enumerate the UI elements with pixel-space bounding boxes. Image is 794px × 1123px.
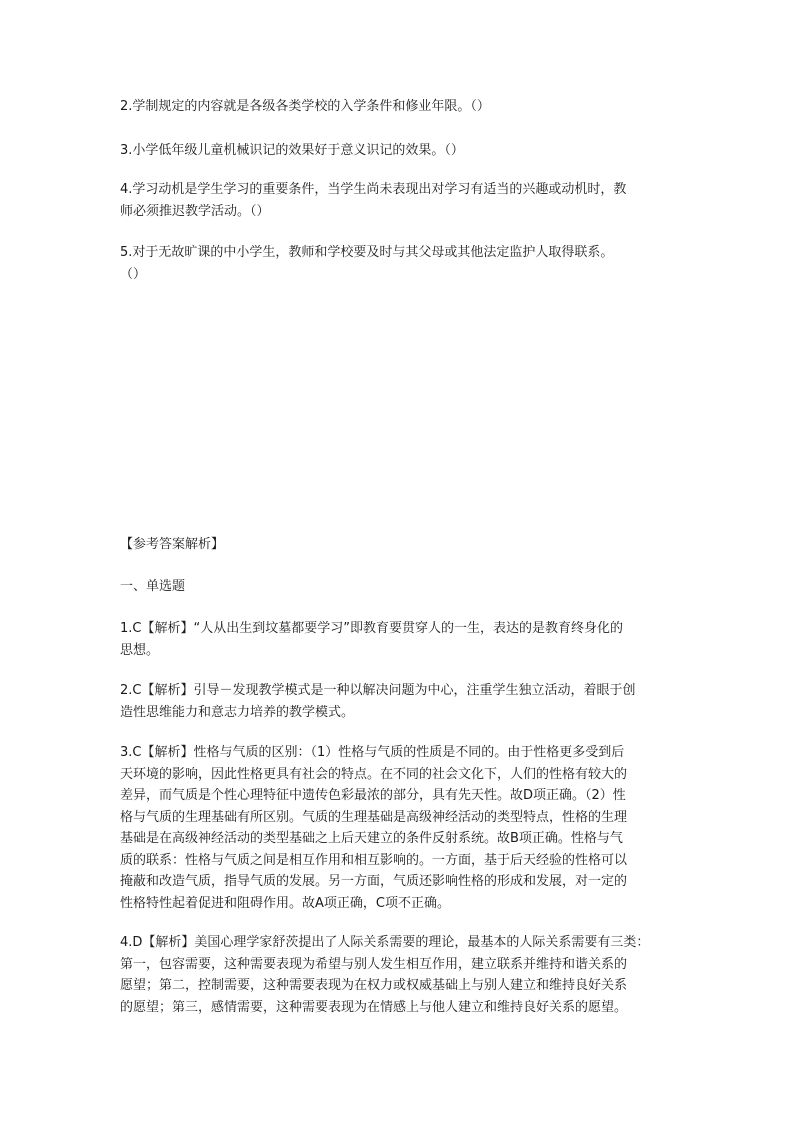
answers-heading: 【参考答案解析】	[120, 537, 225, 552]
answer-2: 2.C【解析】引导－发现教学模式是一种以解决问题为中心，注重学生独立活动，着眼于创 造性思维能力和意志力培养的教学模式。	[120, 683, 636, 720]
question-4: 4.学习动机是学生学习的重要条件，当学生尚未表现出对学习有适当的兴趣或动机时，教 师必须推迟教学活动。（）	[120, 182, 627, 219]
answer-3: 3.C【解析】性格与气质的区别：（1）性格与气质的性质是不同的。由于性格更多受到后 天环境的影响，因此性格更具有社会的特点。在不同的社会文化下，人们的性格有较大的 差异，而气质是个性心理特征中遗传色彩最浓的部分，具有先天性。故D项正确。（2）性 格与气质的生理基础有所区别。气质的生理基础是高级神经活动的类型特点，性格的生理 基础是在高级神经活动的类型基础之上后天建立的条件反射系统。故B项正确。性格与气 质的联系：性格与气质之间是相互作用和相互影响的。一方面，基于后天经验的性格可以 掩蔽和改造气质，指导气质的发展。另一方面，气质还影响性格的形成和发展，对一定的 性格特性起着促进和阻碍作用。故A项正确，C项不正确。	[120, 745, 628, 911]
question-5: 5.对于无故旷课的中小学生，教师和学校要及时与其父母或其他法定监护人取得联系。 （）	[120, 245, 614, 282]
answer-4: 4.D【解析】美国心理学家舒茨提出了人际关系需要的理论，最基本的人际关系需要有三类： 第一，包容需要，这种需要表现为希望与别人发生相互作用，建立联系并维持和谐关系的 愿望；第二，控制需要，这种需要表现为在权力或权威基础上与别人建立和维持良好关系 的愿望；第三，感情需要，这种需要表现为在情感上与他人建立和维持良好关系的愿望。	[120, 935, 650, 1015]
section-heading: 一、单选题	[120, 579, 186, 594]
question-3: 3.小学低年级儿童机械识记的效果好于意义识记的效果。（）	[120, 143, 464, 158]
question-2: 2.学制规定的内容就是各级各类学校的入学条件和修业年限。（）	[120, 99, 490, 114]
answer-1: 1.C【解析】“人从出生到坟墓都要学习”即教育要贯穿人的一生，表达的是教育终身化的 思想。	[120, 621, 623, 658]
